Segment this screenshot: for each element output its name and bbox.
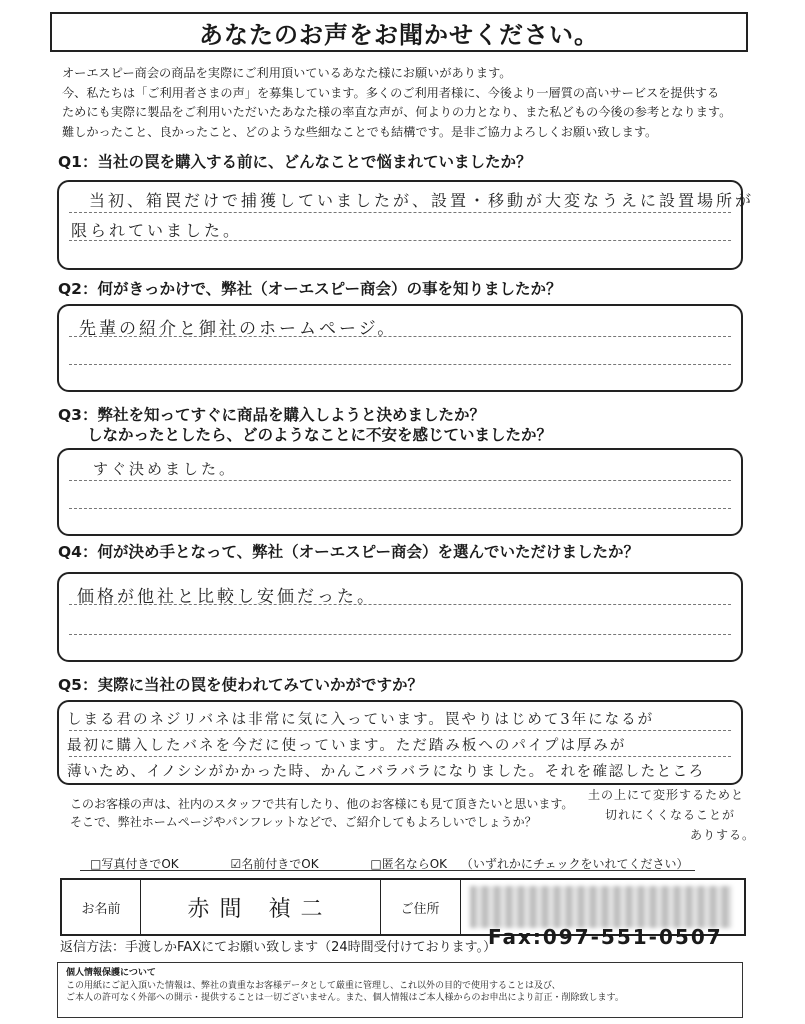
check-photo-ok[interactable]: □写真付きでOK [90,857,179,871]
answer-5-extra: 土の上にて変形するためと [588,788,745,802]
share-line: そこで、弊社ホームページやパンフレットなどで、ご紹介してもよろしいでしょうか？ [70,815,537,829]
answer-3-line: すぐ決めました。 [93,460,238,478]
intro-line: 難しかったこと、良かったこと、どのような些細なことでも結構です。是非ご協力よろしくお願い致します。 [62,124,658,139]
intro-line: 今、私たちは「ご利用者さまの声」を募集しています。多くのご利用者様に、今後より一層質の高いサービスを提供する [62,85,720,100]
answer-box-5 [57,700,743,785]
answer-5-extra: ありする。 [690,828,756,842]
question-1: Q1：当社の罠を購入する前に、どんなことで悩まれていましたか？ [58,153,532,171]
share-request [70,795,573,831]
intro-line: ためにも実際に製品をご利用いただいたあなた様の率直な声が、何よりの力となり、また私どもの今後の参考となります。 [62,105,732,119]
answer-box-1 [57,180,755,270]
fax-number: Fax:097-551-0507 [488,925,723,949]
answer-box-2 [57,304,743,392]
privacy-heading: 個人情報保護について [66,968,156,978]
answer-5-line: しまる君のネジリバネは非常に気に入っています。罠やりはじめて3年になるが [67,712,655,728]
answer-4-line: 価格が他社と比較し安価だった。 [77,587,377,607]
reply-method: 返信方法：手渡しかFAXにてお願い致します（24時間受付けております。） [60,940,497,955]
privacy-notice [57,962,743,1018]
privacy-line: この用紙にご記入頂いた情報は、弊社の貴重なお客様データとして厳重に管理し、これ以外の目的で使用することは及び、 [66,980,561,991]
page-title: あなたのお声をお聞かせください。 [50,12,748,52]
address-label: ご住所 [380,880,461,934]
question-3: Q3：弊社を知ってすぐに商品を購入しようと決めましたか？ [58,406,485,424]
check-name-ok[interactable]: ☑名前付きでOK [230,857,319,871]
question-2: Q2：何がきっかけで、弊社（オーエスピー商会）の事を知りましたか？ [58,280,562,298]
privacy-line: ご本人の許可なく外部への開示・提供することは一切ございません。また、個人情報はご本人様からのお申出により訂正・削除致します。 [66,993,624,1003]
answer-5-line: 最初に購入したバネを今だに使っています。ただ踏み板へのパイプは厚みが [67,738,627,754]
check-instruction: （いずれかにチェックをいれてください） [460,857,689,871]
check-anonymous-ok[interactable]: □匿名ならOK [370,857,448,871]
intro-text [62,64,762,142]
answer-1-line: 当初、箱罠だけで捕獲していましたが、設置・移動が大変なうえに設置場所が [89,191,755,210]
question-3-sub: しなかったとしたら、どのようなことに不安を感じていましたか？ [87,426,553,444]
answer-5-extra: 切れにくくなることが [605,808,736,822]
answer-5-line: 薄いため、イノシシがかかった時、かんこバラバラになりました。それを確認したところ [67,764,705,780]
name-label: お名前 [62,880,141,934]
address-value-redacted [470,886,732,928]
answer-1-line: 限られていました。 [71,221,243,240]
share-line: このお客様の声は、社内のスタッフで共有したり、他のお客様にも見て頂きたいと思います。 [70,797,574,811]
question-5: Q5：実際に当社の罠を使われてみていかがですか？ [58,676,423,694]
intro-line: オーエスピー商会の商品を実際にご利用頂いているあなた様にお願いがあります。 [62,66,512,80]
answer-box-3 [57,448,743,536]
question-4: Q4：何が決め手となって、弊社（オーエスピー商会）を選んでいただけましたか？ [58,543,640,561]
answer-box-4 [57,572,743,662]
divider [80,870,695,871]
answer-2-line: 先輩の紹介と御社のホームページ。 [79,319,398,339]
name-value: 赤間 禎二 [140,880,381,934]
